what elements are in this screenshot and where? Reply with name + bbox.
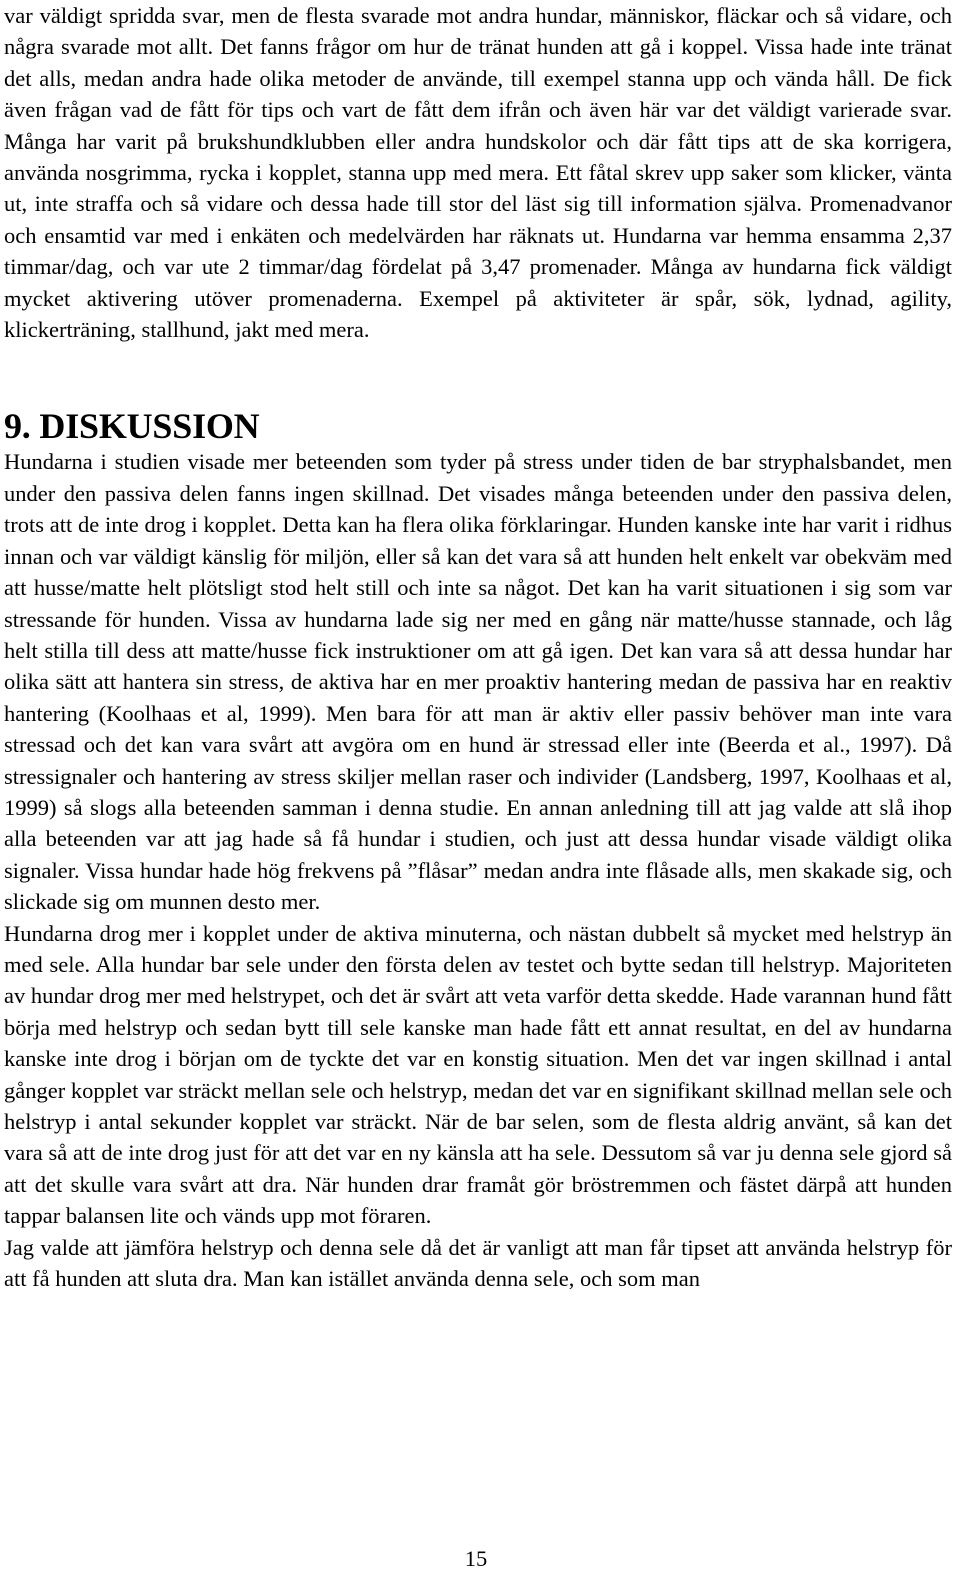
section-heading: 9. DISKUSSION xyxy=(4,406,260,447)
document-page xyxy=(4,0,952,1294)
page-number: 15 xyxy=(464,1546,488,1571)
body-paragraph: Hundarna i studien visade mer beteenden som tyder på stress under tiden de bar stryphalsbandet, men under den passiva delen fanns ingen skillnad. Det visades många beteenden under den passiva delen, trots att de inte drog i kopplet. Detta kan ha flera olika förklaringar. Hunden kanske inte har varit i ridhus innan och var väldigt känslig för miljön, eller så kan det vara så att hunden helt enkelt var obekväm med att husse/matte helt plötsligt stod helt still och inte sa något. Det kan ha varit situationen i sig som var stressande för hunden. Vissa av hundarna lade sig ner med en gång när matte/husse stannade, och låg helt stilla till dess att matte/husse fick instruktioner om att gå igen. Det kan vara så att dessa hundar har olika sätt att hantera sin stress, de aktiva har en mer proaktiv hantering medan de passiva har en reaktiv hantering (Koolhaas et al, 1999). Men bara för att man är aktiv eller passiv behöver man inte vara stressad och det kan vara svårt att avgöra om en hund är stressad eller inte (Beerda et al., 1997). Då stressignaler och hantering av stress skiljer mellan raser och individer (Landsberg, 1997, Koolhaas et al, 1999) så slogs alla beteenden samman i denna studie. En annan anledning till att jag valde att slå ihop alla beteenden var att jag hade så få hundar i studien, och just att dessa hundar visade väldigt olika signaler. Vissa hundar hade hög frekvens på ”flåsar” medan andra inte flåsade alls, men skakade sig, och slickade sig om munnen desto mer. xyxy=(4,449,952,915)
body-paragraph: Jag valde att jämföra helstryp och denna sele då det är vanligt att man får tipset att använda helstryp för att få hunden att sluta dra. Man kan istället använda denna sele, och som man xyxy=(4,1234,952,1292)
body-paragraph: Hundarna drog mer i kopplet under de aktiva minuterna, och nästan dubbelt så mycket med helstryp än med sele. Alla hundar bar sele under den första delen av testet och bytte sedan till helstryp. Majoriteten av hundar drog mer med helstrypet, och det är svårt att veta varför detta skedde. Hade varannan hund fått börja med helstryp och sedan bytt till sele kanske man hade fått ett annat resultat, en del av hundarna kanske inte drog i början om de tyckte det var en konstig situation. Men det var ingen skillnad i antal gånger kopplet var sträckt mellan sele och helstryp, medan det var en signifikant skillnad mellan sele och helstryp i antal sekunder kopplet var sträckt. När de bar selen, som de flesta aldrig använt, så kan det vara så att de inte drog just för att det var en ny känsla att ha sele. Dessutom så var ju denna sele gjord så att det skulle vara svårt att dra. När hunden drar framåt gör bröstremmen och fästet därpå att hunden tappar balansen lite och vänds upp mot föraren. xyxy=(4,920,952,1229)
body-paragraph: var väldigt spridda svar, men de flesta svarade mot andra hundar, människor, fläckar och så vidare, och några svarade mot allt. Det fanns frågor om hur de tränat hunden att gå i koppel. Vissa hade inte tränat det alls, medan andra hade olika metoder de använde, till exempel stanna upp och vända håll. De fick även frågan vad de fått för tips och vart de fått dem ifrån och även här var det väldigt varierade svar. Många har varit på brukshundklubben eller andra hundskolor och där fått tips att de ska korrigera, använda nosgrimma, rycka i kopplet, stanna upp med mera. Ett fåtal skrev upp saker som klicker, vänta ut, inte straffa och så vidare och dessa hade till stor del läst sig till information själva. Promenadvanor och ensamtid var med i enkäten och medelvärden har räknats ut. Hundarna var hemma ensamma 2,37 timmar/dag, och var ute 2 timmar/dag fördelat på 3,47 promenader. Många av hundarna fick väldigt mycket aktivering utöver promenaderna. Exempel på aktiviteter är spår, sök, lydnad, agility, klickerträning, stallhund, jakt med mera. xyxy=(4,3,952,343)
